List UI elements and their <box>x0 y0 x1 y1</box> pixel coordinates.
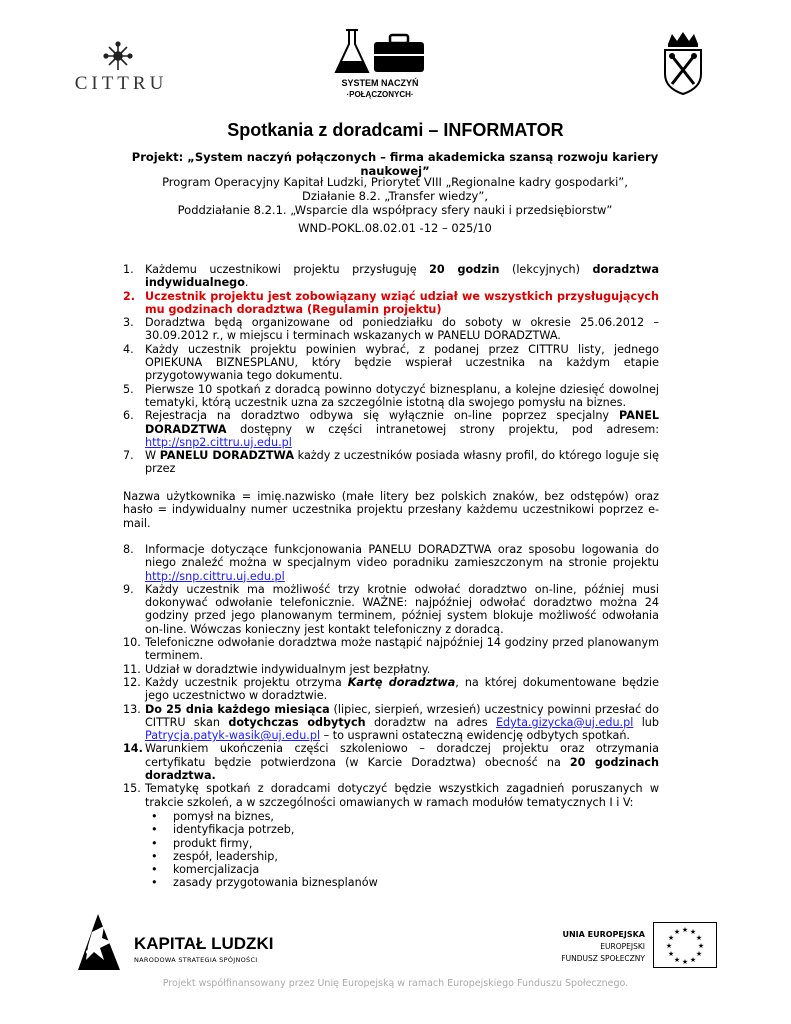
kl-title: KAPITAŁ LUDZKI <box>134 934 274 953</box>
topics-list <box>145 810 659 890</box>
list-item: 6. Rejestracja na doradztwo odbywa się wyłącznie on-line poprzez specjalny PANEL DORADZTWA dostępny w części intranetowej strony projektu, pod adresem: http://snp2.cittru.uj.edu.pl <box>123 409 659 449</box>
list-item: 15. Tematykę spotkań z doradcami dotyczyć będzie wszystkich zagadnień poruszanych w trakcie szkoleń, a w szczególności omawianych w ramach modułów tematycznych I i V: • pomysł na biznes, • identyfikacja potrzeb, • produkt firmy, • zespół, leadership, • komercjalizacja • zasady przygotowania biznesplanów <box>123 782 659 889</box>
svg-text:★: ★ <box>681 958 689 966</box>
program-line: Program Operacyjny Kapitał Ludzki, Priorytet VIII „Regionalne kadry gospodarki”, <box>162 175 628 189</box>
topic-item: • komercjalizacja <box>145 863 659 876</box>
project-line: Projekt: „System naczyń połączonych – firma akademicka szansą rozwoju kariery naukowej” <box>131 150 659 178</box>
eu-flag-icon <box>653 922 717 968</box>
list-item: 8. Informacje dotyczące funkcjonowania PANELU DORADZTWA oraz sposobu logowania do niego znaleźć można w specjalnym video poradniku zamieszczonym na stronie projektu http://snp.cittru.uj.edu.pl <box>123 543 659 583</box>
program-line: Działanie 8.2. „Transfer wiedzy”, <box>302 189 488 203</box>
svg-text:★: ★ <box>673 928 681 936</box>
program-block <box>120 175 670 217</box>
list-item: 11. Udział w doradztwie indywidualnym jest bezpłatny. <box>123 662 431 676</box>
svg-text:★: ★ <box>667 934 675 942</box>
ue-line3: FUNDUSZ SPOŁECZNY <box>561 954 645 963</box>
ue-line1: UNIA EUROPEJSKA <box>562 930 645 939</box>
snp-logo-line1: SYSTEM NACZYŃ <box>341 78 419 88</box>
svg-text:★: ★ <box>673 956 681 964</box>
rules-list-part2 <box>123 543 659 890</box>
list-item: 5. Pierwsze 10 spotkań z doradcą powinno dotyczyć biznesplanu, a kolejne dziesięć dowolnej tematyki, którą uczestnik uzna za szczególnie istotną dla swojego pomysłu na biznes. <box>123 382 659 409</box>
list-item: 9. Każdy uczestnik ma możliwość trzy krotnie odwołać doradztwo on-line, później musi dokonywać odwołanie telefonicznie. WAŻNE: najpóźniej odwołać doradztwo można 24 godziny przed jego planowanym terminem, później system blokuje możliwość odwołania on-line. Wówczas konieczny jest kontakt telefoniczny z doradcą. <box>123 582 659 636</box>
topic-item: • zespół, leadership, <box>145 850 659 863</box>
list-item: 14. Warunkiem ukończenia części szkoleniowo – doradczej projektu oraz otrzymania certyfikatu będzie potwierdzona (w Karcie Doradztwa) obecność na 20 godzinach doradztwa. <box>123 742 660 783</box>
topic-item: • zasady przygotowania biznesplanów <box>145 876 659 889</box>
kapital-ludzki-emblem-icon <box>74 912 124 972</box>
cittru-star-icon <box>66 40 176 76</box>
crown-shield-icon <box>660 30 706 96</box>
list-item: 4. Każdy uczestnik projektu powinien wybrać, z podanej przez CITTRU listy, jednego OPIEKUNA BIZNESPLANU, który będzie wspierał uczestnika na każdym etapie przygotowywania tego dokumentu. <box>123 342 659 383</box>
svg-text:★: ★ <box>689 928 697 936</box>
panel-link[interactable]: http://snp2.cittru.uj.edu.pl <box>145 435 292 449</box>
list-item: 13. Do 25 dnia każdego miesiąca (lipiec, sierpień, wrzesień) uczestnicy powinni przesłać do CITTRU skan dotychczas odbytych doradztw na adres Edyta.gizycka@uj.edu.pl lub Patrycja.patyk-wasik@uj.edu.pl – to usprawni ostateczną ewidencję odbytych spotkań. <box>123 702 659 743</box>
project-site-link[interactable]: http://snp.cittru.uj.edu.pl <box>145 569 285 583</box>
uj-crest-logo <box>660 30 706 96</box>
svg-text:★: ★ <box>697 942 705 950</box>
login-note: Nazwa użytkownika = imię.nazwisko (małe litery bez polskich znaków, bez odstępów) oraz hasło = indywidualny numer uczestnika projektu przesłany każdemu uczestnikowi poprzez e-mail. <box>123 490 659 530</box>
svg-text:★: ★ <box>695 950 703 958</box>
snp-logo <box>330 28 430 106</box>
list-item: 10. Telefoniczne odwołanie doradztwa może nastąpić najpóźniej 14 godziny przed planowanym terminem. <box>123 636 659 663</box>
topic-item: • pomysł na biznes, <box>145 810 659 823</box>
cittru-logo <box>66 40 176 100</box>
svg-text:★: ★ <box>681 926 689 934</box>
topic-item: • identyfikacja potrzeb, <box>145 823 659 836</box>
snp-logo-line2: ·POŁĄCZONYCH· <box>346 90 414 99</box>
kl-subtitle: NARODOWA STRATEGIA SPÓJNOŚCI <box>134 956 258 964</box>
eu-logo <box>543 912 723 972</box>
ue-line2: EUROPEJSKI <box>600 942 645 951</box>
list-item: 1. Każdemu uczestnikowi projektu przysługuję 20 godzin (lekcyjnych) doradztwa indywidualnego. <box>123 263 659 290</box>
cofinancing-note: Projekt współfinansowany przez Unię Europejską w ramach Europejskiego Funduszu Społecznego. <box>162 978 629 989</box>
list-item-highlight: 2. Uczestnik projektu jest zobowiązany wziąć udział we wszystkich przysługujących mu godzinach doradztwa (Regulamin projektu) <box>123 289 659 316</box>
svg-text:★: ★ <box>695 934 703 942</box>
page-title: Spotkania z doradcami – INFORMATOR <box>227 120 564 140</box>
kapital-ludzki-logo <box>74 912 274 972</box>
svg-text:★: ★ <box>665 942 673 950</box>
svg-text:★: ★ <box>689 956 697 964</box>
rules-list-part1 <box>123 263 659 476</box>
topic-item: • produkt firmy, <box>145 837 659 850</box>
cittru-logo-text: CITTRU <box>74 73 168 94</box>
list-item: 12. Każdy uczestnik projektu otrzyma Kartę doradztwa, na której dokumentowane będzie jego uczestnictwo w doradztwie. <box>123 675 659 703</box>
email-link-patyk-wasik[interactable]: Patrycja.patyk-wasik@uj.edu.pl <box>145 729 321 743</box>
svg-text:★: ★ <box>667 950 675 958</box>
email-link-gizycka[interactable]: Edyta.gizycka@uj.edu.pl <box>495 715 634 729</box>
list-item: 3. Doradztwa będą organizowane od poniedziałku do soboty w okresie 25.06.2012 – 30.09.2012 r., w miejscu i terminach wskazanych w PANELU DORADZTWA. <box>123 316 659 343</box>
program-line: Poddziałanie 8.2.1. „Wsparcie dla współpracy sfery nauki i przedsiębiorstw” <box>177 203 613 217</box>
project-code: WND-POKL.08.02.01 -12 – 025/10 <box>298 221 492 235</box>
list-item: 7. W PANELU DORADZTWA każdy z uczestników posiada własny profil, do którego loguje się przez <box>123 449 659 476</box>
flask-briefcase-icon <box>330 28 430 78</box>
